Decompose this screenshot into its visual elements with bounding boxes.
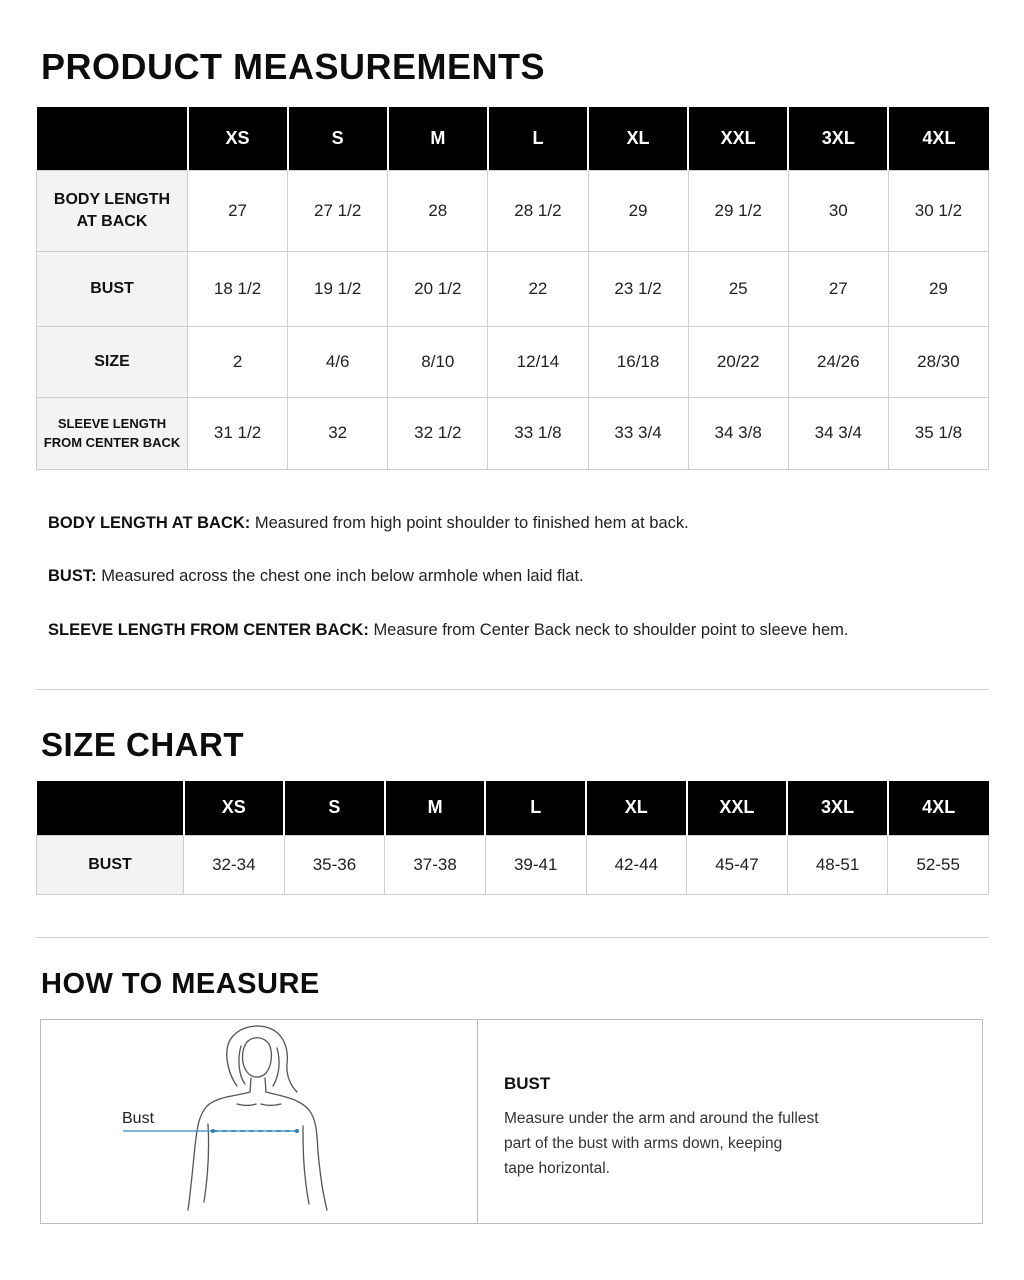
row-label-bust: BUST (37, 835, 184, 894)
size-header-xl: XL (586, 781, 687, 835)
note-text: Measure from Center Back neck to shoulder point to sleeve hem. (373, 621, 849, 639)
size-header-xs: XS (184, 781, 285, 835)
table-cell: 52-55 (888, 835, 989, 894)
row-label-bust (37, 251, 188, 326)
row-label-line: BODY LENGTH (53, 190, 171, 208)
table-cell: 18 1/2 (188, 251, 288, 326)
description-line: part of the bust with arms down, keeping (504, 1135, 783, 1152)
size-header-l: L (488, 107, 588, 170)
table-cell: 23 1/2 (588, 251, 688, 326)
note-text: Measured across the chest one inch below armhole when laid flat. (101, 567, 584, 585)
table-cell: 20/22 (688, 326, 788, 397)
size-header-4xl: 4XL (888, 107, 988, 170)
size-header-row (37, 781, 989, 835)
table-cell: 27 (188, 170, 288, 251)
table-cell: 4/6 (288, 326, 388, 397)
note-sleeve-length (48, 621, 849, 640)
table-cell: 20 1/2 (388, 251, 488, 326)
row-label-body-length (37, 170, 188, 251)
table-cell: 12/14 (488, 326, 588, 397)
table-cell: 37-38 (385, 835, 486, 894)
table-cell: 39-41 (485, 835, 586, 894)
size-header-xxl: XXL (688, 107, 788, 170)
table-cell: 28/30 (888, 326, 988, 397)
row-label-line: FROM CENTER BACK (43, 435, 181, 450)
row-label-size (37, 326, 188, 397)
note-term: SLEEVE LENGTH FROM CENTER BACK: (48, 621, 369, 639)
table-cell: 42-44 (586, 835, 687, 894)
tape-end-marker (211, 1129, 215, 1133)
table-cell: 32 1/2 (388, 397, 488, 469)
size-chart-table (36, 781, 989, 895)
size-header-l: L (485, 781, 586, 835)
table-cell: 16/18 (588, 326, 688, 397)
product-measurements-title: PRODUCT MEASUREMENTS (41, 46, 546, 87)
table-cell: 2 (188, 326, 288, 397)
measure-figure-panel (41, 1020, 478, 1223)
table-cell: 8/10 (388, 326, 488, 397)
table-row-size (37, 326, 989, 397)
table-cell: 25 (688, 251, 788, 326)
description-line: Measure under the arm and around the fullest (504, 1110, 819, 1127)
size-header-m: M (385, 781, 486, 835)
table-cell: 35-36 (284, 835, 385, 894)
table-cell: 24/26 (788, 326, 888, 397)
table-cell: 32-34 (184, 835, 285, 894)
size-header-3xl: 3XL (787, 781, 888, 835)
header-empty-cell (37, 781, 184, 835)
table-cell: 33 1/8 (488, 397, 588, 469)
table-cell: 19 1/2 (288, 251, 388, 326)
table-cell: 29 (588, 170, 688, 251)
note-bust (48, 567, 584, 586)
bust-heading: BUST (504, 1074, 551, 1093)
table-cell: 22 (488, 251, 588, 326)
table-row-bust (37, 251, 989, 326)
size-header-xl: XL (588, 107, 688, 170)
size-chart-title: SIZE CHART (41, 726, 244, 763)
table-cell: 27 (788, 251, 888, 326)
table-cell: 34 3/4 (788, 397, 888, 469)
size-header-s: S (288, 107, 388, 170)
section-divider (36, 689, 989, 690)
row-label-line: SLEEVE LENGTH (57, 416, 167, 431)
table-cell: 30 1/2 (888, 170, 988, 251)
note-term: BODY LENGTH AT BACK: (48, 514, 251, 532)
description-line: tape horizontal. (504, 1160, 610, 1177)
table-cell: 45-47 (687, 835, 788, 894)
table-cell: 29 (888, 251, 988, 326)
size-header-row (37, 107, 989, 170)
table-cell: 28 (388, 170, 488, 251)
note-text: Measured from high point shoulder to finished hem at back. (254, 514, 689, 532)
table-cell: 27 1/2 (288, 170, 388, 251)
row-label-line: AT BACK (76, 212, 148, 230)
how-to-measure-title: HOW TO MEASURE (41, 968, 320, 1000)
section-divider (36, 937, 989, 938)
size-header-xxl: XXL (687, 781, 788, 835)
table-row-sleeve-length (37, 397, 989, 469)
table-row-body-length (37, 170, 989, 251)
size-header-s: S (284, 781, 385, 835)
table-cell: 31 1/2 (188, 397, 288, 469)
row-label-line: SIZE (94, 352, 130, 370)
row-label-sleeve-length (37, 397, 188, 469)
tape-end-marker (295, 1129, 299, 1133)
header-empty-cell (37, 107, 188, 170)
size-header-m: M (388, 107, 488, 170)
note-term: BUST: (48, 567, 97, 585)
size-header-3xl: 3XL (788, 107, 888, 170)
figure-bust-label: Bust (122, 1110, 155, 1127)
table-cell: 28 1/2 (488, 170, 588, 251)
table-cell: 48-51 (787, 835, 888, 894)
note-body-length (48, 514, 689, 533)
table-cell: 30 (788, 170, 888, 251)
size-header-xs: XS (188, 107, 288, 170)
row-label-line: BUST (90, 279, 134, 297)
bust-description (504, 1106, 864, 1181)
table-cell: 33 3/4 (588, 397, 688, 469)
table-row-bust (37, 835, 989, 894)
table-cell: 32 (288, 397, 388, 469)
female-torso-outline-icon (41, 1020, 478, 1223)
how-to-measure-panel (40, 1019, 983, 1224)
table-cell: 35 1/8 (888, 397, 988, 469)
size-header-4xl: 4XL (888, 781, 989, 835)
table-cell: 34 3/8 (688, 397, 788, 469)
table-cell: 29 1/2 (688, 170, 788, 251)
measure-instructions-panel (478, 1020, 982, 1223)
product-measurements-table (36, 107, 989, 470)
